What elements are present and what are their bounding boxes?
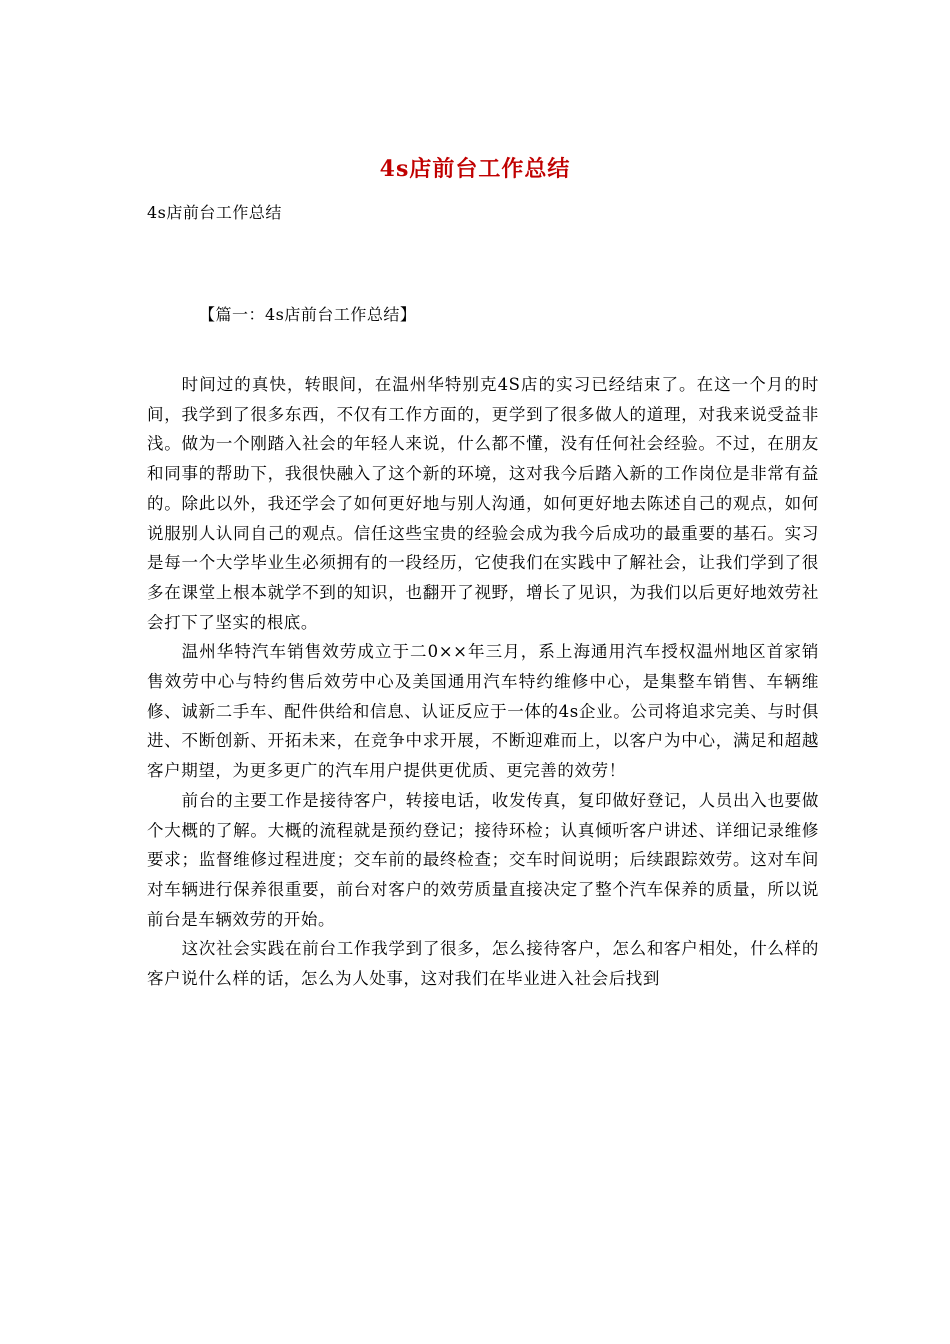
paragraph-2: 温州华特汽车销售效劳成立于二0××年三月，系上海通用汽车授权温州地区首家销售效劳中心与特约售后效劳中心及美国通用汽车特约维修中心，是集整车销售、车辆维修、诚新二手车、配件供给和信息、认证反应于一体的4s企业。公司将追求完美、与时俱进、不断创新、开拓未来，在竞争中求开展，不断迎难而上，以客户为中心，满足和超越客户期望，为更多更广的汽车用户提供更优质、更完善的效劳！ <box>147 642 819 781</box>
document-subtitle: 4s店前台工作总结 <box>147 203 282 222</box>
paragraph-4: 这次社会实践在前台工作我学到了很多，怎么接待客户，怎么和客户相处，什么样的客户说什么样的话，怎么为人处事，这对我们在毕业进入社会后找到 <box>147 939 819 989</box>
section-heading: 【篇一：4s店前台工作总结】 <box>199 305 417 324</box>
document-title: 4s店前台工作总结 <box>379 156 571 182</box>
paragraph-3: 前台的主要工作是接待客户，转接电话，收发传真，复印做好登记，人员出入也要做个大概的了解。大概的流程就是预约登记；接待环检；认真倾听客户讲述、详细记录维修要求；监督维修过程进度；交车前的最终检查；交车时间说明；后续跟踪效劳。这对车间对车辆进行保养很重要，前台对客户的效劳质量直接决定了整个汽车保养的质量，所以说前台是车辆效劳的开始。 <box>147 790 819 929</box>
document-body <box>147 370 819 994</box>
paragraph-1: 时间过的真快，转眼间，在温州华特别克4S店的实习已经结束了。在这一个月的时间，我学到了很多东西，不仅有工作方面的，更学到了很多做人的道理，对我来说受益非浅。做为一个刚踏入社会的年轻人来说，什么都不懂，没有任何社会经验。不过，在朋友和同事的帮助下，我很快融入了这个新的环境，这对我今后踏入新的工作岗位是非常有益的。除此以外，我还学会了如何更好地与别人沟通，如何更好地去陈述自己的观点，如何说服别人认同自己的观点。信任这些宝贵的经验会成为我今后成功的最重要的基石。实习是每一个大学毕业生必须拥有的一段经历，它使我们在实践中了解社会，让我们学到了很多在课堂上根本就学不到的知识，也翻开了视野，增长了见识，为我们以后更好地效劳社会打下了坚实的根底。 <box>147 375 819 632</box>
